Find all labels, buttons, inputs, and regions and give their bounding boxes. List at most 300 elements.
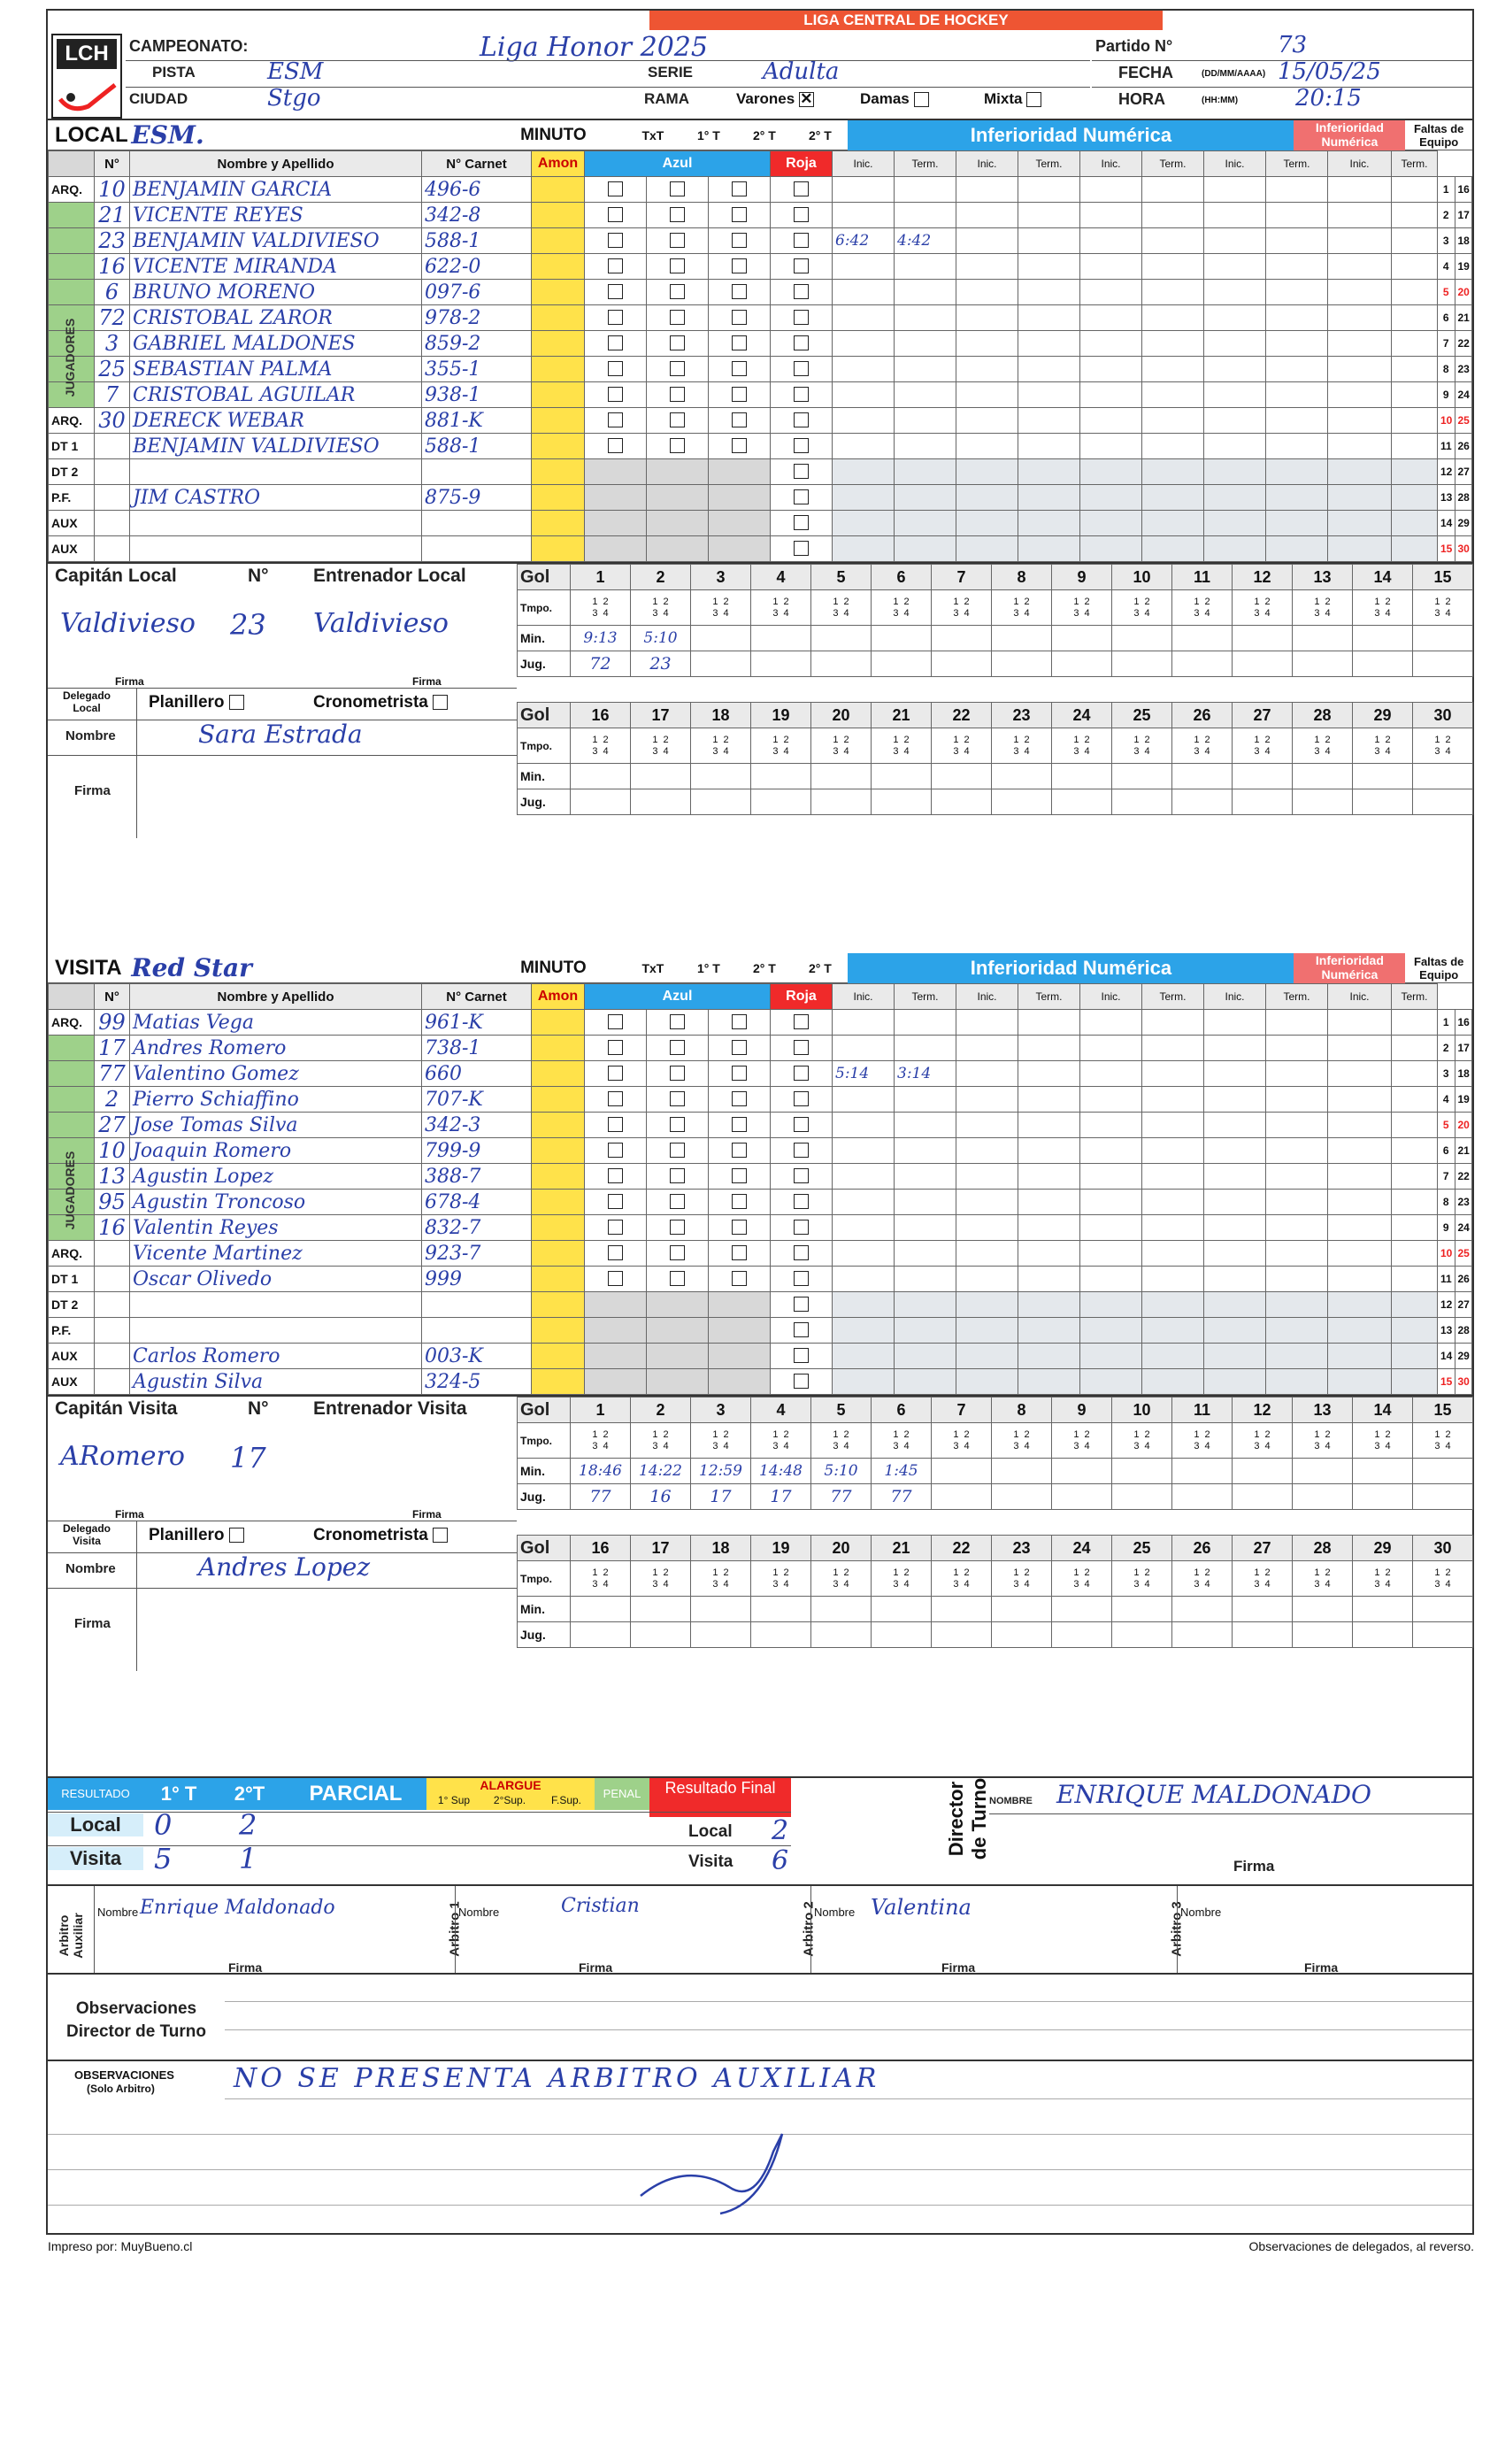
inf-cell[interactable]	[956, 1113, 1018, 1138]
capitan-number[interactable]: 17	[230, 1441, 266, 1475]
goal-period-cell[interactable]: 1 2 3 4	[1052, 1423, 1112, 1459]
card-cell[interactable]	[585, 511, 647, 536]
card-cell[interactable]	[709, 1113, 771, 1138]
card-cell[interactable]	[585, 1369, 647, 1395]
goal-minute[interactable]	[932, 1459, 992, 1484]
inf-cell[interactable]	[1142, 459, 1204, 485]
inf-term[interactable]	[895, 1138, 956, 1164]
player-carnet[interactable]: 678-4	[422, 1190, 532, 1215]
goal-player[interactable]: 17	[751, 1484, 811, 1510]
card-cell[interactable]	[647, 1036, 709, 1061]
card-cell[interactable]	[709, 511, 771, 536]
goal-player[interactable]	[811, 789, 872, 815]
goal-player[interactable]: 17	[691, 1484, 751, 1510]
amon-cell[interactable]	[532, 434, 585, 459]
amon-cell[interactable]	[532, 408, 585, 434]
player-carnet[interactable]: 832-7	[422, 1215, 532, 1241]
card-cell[interactable]	[709, 536, 771, 562]
inf-cell[interactable]	[1080, 511, 1142, 536]
card-cell[interactable]	[647, 1061, 709, 1087]
card-checkbox[interactable]	[794, 464, 809, 479]
falta-left[interactable]: 4	[1438, 254, 1455, 280]
card-checkbox[interactable]	[608, 310, 623, 325]
card-cell[interactable]	[647, 177, 709, 203]
card-cell[interactable]	[771, 1036, 833, 1061]
inf-cell[interactable]	[1080, 1267, 1142, 1292]
card-cell[interactable]	[771, 434, 833, 459]
inf-cell[interactable]	[1266, 1190, 1328, 1215]
inf-cell[interactable]	[1392, 1318, 1438, 1344]
card-cell[interactable]	[771, 1190, 833, 1215]
goal-period-cell[interactable]: 1 2 3 4	[811, 1561, 872, 1597]
goal-minute[interactable]	[1233, 626, 1293, 651]
inf-cell[interactable]	[1080, 254, 1142, 280]
card-cell[interactable]	[647, 305, 709, 331]
player-carnet[interactable]: 355-1	[422, 357, 532, 382]
inf-cell[interactable]	[1080, 1318, 1142, 1344]
player-name[interactable]: CRISTOBAL ZAROR	[130, 305, 422, 331]
card-cell[interactable]	[647, 1292, 709, 1318]
inf-cell[interactable]	[1204, 305, 1266, 331]
inf-cell[interactable]	[1204, 1138, 1266, 1164]
inf-ini[interactable]	[833, 1190, 895, 1215]
goal-period-cell[interactable]: 1 2 3 4	[872, 1423, 932, 1459]
player-carnet[interactable]: 938-1	[422, 382, 532, 408]
card-cell[interactable]	[771, 1215, 833, 1241]
falta-left[interactable]: 5	[1438, 1113, 1455, 1138]
falta-right[interactable]: 30	[1455, 1369, 1472, 1395]
card-checkbox[interactable]	[794, 387, 809, 402]
goal-player[interactable]	[872, 789, 932, 815]
inf-cell[interactable]	[1204, 331, 1266, 357]
inf-term[interactable]	[895, 331, 956, 357]
inf-cell[interactable]	[1018, 1369, 1080, 1395]
player-number[interactable]: 25	[95, 357, 130, 382]
inf-cell[interactable]	[1204, 1241, 1266, 1267]
goal-period-cell[interactable]: 1 2 3 4	[1233, 1423, 1293, 1459]
inf-cell[interactable]	[1080, 177, 1142, 203]
inf-cell[interactable]	[1018, 254, 1080, 280]
inf-cell[interactable]	[1080, 382, 1142, 408]
inf-cell[interactable]	[1328, 1369, 1392, 1395]
inf-ini[interactable]	[833, 1215, 895, 1241]
goal-player[interactable]	[631, 1622, 691, 1648]
card-checkbox[interactable]	[732, 335, 747, 350]
inf-cell[interactable]	[1204, 511, 1266, 536]
card-checkbox[interactable]	[608, 1117, 623, 1132]
inf-cell[interactable]	[956, 228, 1018, 254]
inf-cell[interactable]	[1142, 1113, 1204, 1138]
falta-left[interactable]: 8	[1438, 357, 1455, 382]
inf-cell[interactable]	[1080, 1113, 1142, 1138]
inf-cell[interactable]	[1328, 1138, 1392, 1164]
card-checkbox[interactable]	[794, 1297, 809, 1312]
goal-player[interactable]	[1112, 789, 1172, 815]
goal-minute[interactable]	[1112, 626, 1172, 651]
card-cell[interactable]	[709, 1369, 771, 1395]
card-checkbox[interactable]	[732, 181, 747, 196]
goal-player[interactable]	[992, 1622, 1052, 1648]
inf-term[interactable]	[895, 280, 956, 305]
card-cell[interactable]	[771, 1087, 833, 1113]
amon-cell[interactable]	[532, 1087, 585, 1113]
inf-cell[interactable]	[1080, 1369, 1142, 1395]
player-carnet[interactable]: 588-1	[422, 228, 532, 254]
goal-minute[interactable]	[1413, 1459, 1473, 1484]
player-number[interactable]	[95, 434, 130, 459]
card-cell[interactable]	[709, 357, 771, 382]
inf-cell[interactable]	[1142, 1318, 1204, 1344]
amon-cell[interactable]	[532, 1190, 585, 1215]
player-name[interactable]: Agustin Troncoso	[130, 1190, 422, 1215]
inf-cell[interactable]	[1328, 1087, 1392, 1113]
goal-period-cell[interactable]: 1 2 3 4	[1172, 1423, 1233, 1459]
card-checkbox[interactable]	[670, 310, 685, 325]
inf-cell[interactable]	[1018, 331, 1080, 357]
player-name[interactable]	[130, 511, 422, 536]
inf-cell[interactable]	[1392, 408, 1438, 434]
card-cell[interactable]	[647, 1087, 709, 1113]
inf-cell[interactable]	[1080, 228, 1142, 254]
inf-cell[interactable]	[1266, 1318, 1328, 1344]
card-checkbox[interactable]	[670, 412, 685, 427]
inf-ini[interactable]	[833, 485, 895, 511]
inf-cell[interactable]	[1204, 254, 1266, 280]
card-cell[interactable]	[647, 1215, 709, 1241]
player-carnet[interactable]: 588-1	[422, 434, 532, 459]
falta-left[interactable]: 15	[1438, 1369, 1455, 1395]
player-name[interactable]: Valentino Gomez	[130, 1061, 422, 1087]
inf-cell[interactable]	[1080, 536, 1142, 562]
player-name[interactable]: VICENTE MIRANDA	[130, 254, 422, 280]
card-checkbox[interactable]	[794, 515, 809, 530]
card-checkbox[interactable]	[670, 438, 685, 453]
goal-period-cell[interactable]: 1 2 3 4	[691, 1561, 751, 1597]
inf-cell[interactable]	[1142, 1292, 1204, 1318]
inf-term[interactable]	[895, 1318, 956, 1344]
inf-cell[interactable]	[1328, 1164, 1392, 1190]
goal-player[interactable]	[1293, 651, 1353, 677]
inf-term[interactable]	[895, 1215, 956, 1241]
falta-left[interactable]: 12	[1438, 1292, 1455, 1318]
card-checkbox[interactable]	[670, 181, 685, 196]
inf-cell[interactable]	[1266, 228, 1328, 254]
inf-cell[interactable]	[1266, 1087, 1328, 1113]
card-checkbox[interactable]	[608, 207, 623, 222]
goal-player[interactable]	[1112, 1622, 1172, 1648]
card-checkbox[interactable]	[732, 207, 747, 222]
inf-ini[interactable]	[833, 177, 895, 203]
goal-minute[interactable]	[932, 1597, 992, 1622]
amon-cell[interactable]	[532, 1267, 585, 1292]
player-number[interactable]: 99	[95, 1010, 130, 1036]
inf-ini[interactable]	[833, 1292, 895, 1318]
inf-cell[interactable]	[1142, 1036, 1204, 1061]
goal-minute[interactable]	[1353, 626, 1413, 651]
inf-cell[interactable]	[1080, 1036, 1142, 1061]
goal-player[interactable]	[751, 1622, 811, 1648]
card-checkbox[interactable]	[670, 207, 685, 222]
falta-left[interactable]: 5	[1438, 280, 1455, 305]
goal-period-cell[interactable]: 1 2 3 4	[631, 590, 691, 626]
inf-cell[interactable]	[956, 1215, 1018, 1241]
card-checkbox[interactable]	[670, 233, 685, 248]
inf-term[interactable]	[895, 536, 956, 562]
player-name[interactable]: Agustin Silva	[130, 1369, 422, 1395]
amon-cell[interactable]	[532, 1318, 585, 1344]
card-checkbox[interactable]	[732, 438, 747, 453]
inf-term[interactable]	[895, 203, 956, 228]
inf-cell[interactable]	[1080, 1241, 1142, 1267]
inf-cell[interactable]	[1018, 382, 1080, 408]
card-cell[interactable]	[771, 280, 833, 305]
goal-period-cell[interactable]: 1 2 3 4	[932, 1561, 992, 1597]
damas-checkbox[interactable]	[914, 92, 929, 107]
goal-player[interactable]	[992, 789, 1052, 815]
inf-cell[interactable]	[1018, 459, 1080, 485]
goal-period-cell[interactable]: 1 2 3 4	[751, 728, 811, 764]
goal-period-cell[interactable]: 1 2 3 4	[691, 728, 751, 764]
inf-cell[interactable]	[1080, 331, 1142, 357]
card-checkbox[interactable]	[794, 258, 809, 273]
goal-player[interactable]	[1052, 651, 1112, 677]
falta-right[interactable]: 21	[1455, 1138, 1472, 1164]
amon-cell[interactable]	[532, 1036, 585, 1061]
inf-cell[interactable]	[1204, 1036, 1266, 1061]
player-number[interactable]: 10	[95, 1138, 130, 1164]
card-checkbox[interactable]	[670, 387, 685, 402]
player-carnet[interactable]: 003-K	[422, 1344, 532, 1369]
card-checkbox[interactable]	[608, 361, 623, 376]
goal-minute[interactable]	[1172, 1597, 1233, 1622]
inf-ini[interactable]	[833, 1344, 895, 1369]
inf-cell[interactable]	[1266, 1215, 1328, 1241]
player-name[interactable]: BENJAMIN VALDIVIESO	[130, 228, 422, 254]
card-cell[interactable]	[709, 408, 771, 434]
inf-cell[interactable]	[1392, 254, 1438, 280]
goal-minute[interactable]	[691, 1597, 751, 1622]
inf-cell[interactable]	[1204, 1190, 1266, 1215]
goal-player[interactable]	[691, 1622, 751, 1648]
inf-cell[interactable]	[1142, 1190, 1204, 1215]
falta-left[interactable]: 2	[1438, 203, 1455, 228]
cronometrista-option[interactable]	[313, 1526, 448, 1545]
inf-cell[interactable]	[1392, 1292, 1438, 1318]
card-checkbox[interactable]	[794, 412, 809, 427]
goal-period-cell[interactable]: 1 2 3 4	[1293, 590, 1353, 626]
falta-right[interactable]: 23	[1455, 1190, 1472, 1215]
inf-cell[interactable]	[1142, 1087, 1204, 1113]
card-checkbox[interactable]	[608, 284, 623, 299]
card-cell[interactable]	[709, 1215, 771, 1241]
card-cell[interactable]	[771, 203, 833, 228]
inf-ini[interactable]	[833, 280, 895, 305]
cronometrista-checkbox[interactable]	[433, 695, 448, 710]
card-checkbox[interactable]	[670, 1271, 685, 1286]
goal-player[interactable]	[751, 789, 811, 815]
goal-minute[interactable]: 14:48	[751, 1459, 811, 1484]
goal-minute[interactable]	[1172, 626, 1233, 651]
inf-cell[interactable]	[1018, 203, 1080, 228]
goal-player[interactable]	[932, 651, 992, 677]
inf-cell[interactable]	[1328, 228, 1392, 254]
inf-ini[interactable]	[833, 1113, 895, 1138]
inf-ini[interactable]	[833, 382, 895, 408]
inf-ini[interactable]	[833, 1087, 895, 1113]
card-cell[interactable]	[771, 1061, 833, 1087]
amon-cell[interactable]	[532, 485, 585, 511]
amon-cell[interactable]	[532, 305, 585, 331]
inf-cell[interactable]	[1266, 1292, 1328, 1318]
inf-cell[interactable]	[1266, 357, 1328, 382]
falta-left[interactable]: 10	[1438, 408, 1455, 434]
card-checkbox[interactable]	[794, 1168, 809, 1183]
inf-cell[interactable]	[1204, 1113, 1266, 1138]
inf-cell[interactable]	[1204, 203, 1266, 228]
goal-period-cell[interactable]: 1 2 3 4	[1293, 1423, 1353, 1459]
card-cell[interactable]	[709, 1036, 771, 1061]
goal-period-cell[interactable]: 1 2 3 4	[571, 1561, 631, 1597]
card-checkbox[interactable]	[608, 258, 623, 273]
card-checkbox[interactable]	[794, 1040, 809, 1055]
inf-cell[interactable]	[1328, 305, 1392, 331]
inf-cell[interactable]	[1266, 177, 1328, 203]
goal-minute[interactable]	[1052, 626, 1112, 651]
card-checkbox[interactable]	[794, 1117, 809, 1132]
inf-cell[interactable]	[1080, 1164, 1142, 1190]
player-number[interactable]: 3	[95, 331, 130, 357]
inf-cell[interactable]	[1392, 305, 1438, 331]
inf-cell[interactable]	[1018, 536, 1080, 562]
goal-period-cell[interactable]: 1 2 3 4	[631, 1561, 691, 1597]
card-checkbox[interactable]	[608, 438, 623, 453]
goal-minute[interactable]	[1353, 1459, 1413, 1484]
goal-period-cell[interactable]: 1 2 3 4	[811, 590, 872, 626]
amon-cell[interactable]	[532, 536, 585, 562]
card-cell[interactable]	[585, 434, 647, 459]
card-cell[interactable]	[771, 1010, 833, 1036]
goal-period-cell[interactable]: 1 2 3 4	[1052, 590, 1112, 626]
card-checkbox[interactable]	[670, 284, 685, 299]
inf-cell[interactable]	[1392, 203, 1438, 228]
inf-cell[interactable]	[1142, 280, 1204, 305]
falta-right[interactable]: 22	[1455, 1164, 1472, 1190]
falta-left[interactable]: 6	[1438, 305, 1455, 331]
goal-player[interactable]	[932, 1484, 992, 1510]
goal-minute[interactable]	[1052, 764, 1112, 789]
card-checkbox[interactable]	[732, 1220, 747, 1235]
inf-cell[interactable]	[1328, 434, 1392, 459]
goal-period-cell[interactable]: 1 2 3 4	[1233, 590, 1293, 626]
card-cell[interactable]	[647, 1164, 709, 1190]
goal-player[interactable]	[1112, 651, 1172, 677]
goal-period-cell[interactable]: 1 2 3 4	[571, 728, 631, 764]
inf-term[interactable]: 3:14	[895, 1061, 956, 1087]
goal-minute[interactable]: 12:59	[691, 1459, 751, 1484]
inf-term[interactable]	[895, 1241, 956, 1267]
goal-period-cell[interactable]: 1 2 3 4	[932, 590, 992, 626]
goal-minute[interactable]	[1413, 764, 1473, 789]
inf-term[interactable]	[895, 1369, 956, 1395]
card-cell[interactable]	[585, 485, 647, 511]
inf-term[interactable]	[895, 382, 956, 408]
inf-term[interactable]	[895, 1267, 956, 1292]
inf-cell[interactable]	[956, 331, 1018, 357]
inf-cell[interactable]	[1266, 1138, 1328, 1164]
inf-cell[interactable]	[1204, 408, 1266, 434]
card-cell[interactable]	[771, 1164, 833, 1190]
card-checkbox[interactable]	[670, 1066, 685, 1081]
card-checkbox[interactable]	[794, 233, 809, 248]
goal-period-cell[interactable]: 1 2 3 4	[1172, 590, 1233, 626]
card-cell[interactable]	[771, 177, 833, 203]
goal-minute[interactable]	[992, 1597, 1052, 1622]
falta-right[interactable]: 25	[1455, 1241, 1472, 1267]
inf-cell[interactable]	[1080, 357, 1142, 382]
inf-cell[interactable]	[956, 1036, 1018, 1061]
inf-cell[interactable]	[1204, 459, 1266, 485]
player-carnet[interactable]: 660	[422, 1061, 532, 1087]
card-cell[interactable]	[585, 408, 647, 434]
amon-cell[interactable]	[532, 1138, 585, 1164]
falta-right[interactable]: 17	[1455, 1036, 1472, 1061]
falta-left[interactable]: 8	[1438, 1190, 1455, 1215]
inf-cell[interactable]	[1018, 177, 1080, 203]
inf-cell[interactable]	[956, 357, 1018, 382]
inf-cell[interactable]	[1080, 203, 1142, 228]
player-name[interactable]	[130, 536, 422, 562]
inf-cell[interactable]	[1328, 177, 1392, 203]
player-name[interactable]: Jose Tomas Silva	[130, 1113, 422, 1138]
goal-period-cell[interactable]: 1 2 3 4	[1413, 728, 1473, 764]
card-checkbox[interactable]	[608, 1194, 623, 1209]
inf-cell[interactable]	[1328, 1318, 1392, 1344]
inf-cell[interactable]	[1328, 203, 1392, 228]
card-cell[interactable]	[647, 434, 709, 459]
inf-cell[interactable]	[1018, 1138, 1080, 1164]
goal-period-cell[interactable]: 1 2 3 4	[631, 1423, 691, 1459]
card-checkbox[interactable]	[608, 181, 623, 196]
goal-minute[interactable]	[1112, 1459, 1172, 1484]
goal-player[interactable]: 23	[631, 651, 691, 677]
inf-cell[interactable]	[1266, 1369, 1328, 1395]
goal-minute[interactable]	[1172, 1459, 1233, 1484]
player-name[interactable]: BENJAMIN GARCIA	[130, 177, 422, 203]
inf-term[interactable]	[895, 254, 956, 280]
goal-period-cell[interactable]: 1 2 3 4	[1112, 590, 1172, 626]
inf-cell[interactable]	[1392, 1036, 1438, 1061]
inf-cell[interactable]	[1328, 280, 1392, 305]
falta-right[interactable]: 25	[1455, 408, 1472, 434]
inf-cell[interactable]	[1266, 1164, 1328, 1190]
inf-cell[interactable]	[1266, 536, 1328, 562]
card-checkbox[interactable]	[794, 1322, 809, 1337]
amon-cell[interactable]	[532, 1113, 585, 1138]
goal-player[interactable]	[1353, 651, 1413, 677]
inf-cell[interactable]	[1204, 1267, 1266, 1292]
goal-period-cell[interactable]: 1 2 3 4	[992, 728, 1052, 764]
inf-ini[interactable]	[833, 511, 895, 536]
inf-cell[interactable]	[1142, 305, 1204, 331]
inf-cell[interactable]	[956, 1267, 1018, 1292]
goal-period-cell[interactable]: 1 2 3 4	[571, 1423, 631, 1459]
card-cell[interactable]	[771, 485, 833, 511]
player-name[interactable]	[130, 459, 422, 485]
goal-period-cell[interactable]: 1 2 3 4	[1293, 1561, 1353, 1597]
card-cell[interactable]	[771, 1344, 833, 1369]
card-cell[interactable]	[647, 382, 709, 408]
goal-minute[interactable]	[811, 764, 872, 789]
